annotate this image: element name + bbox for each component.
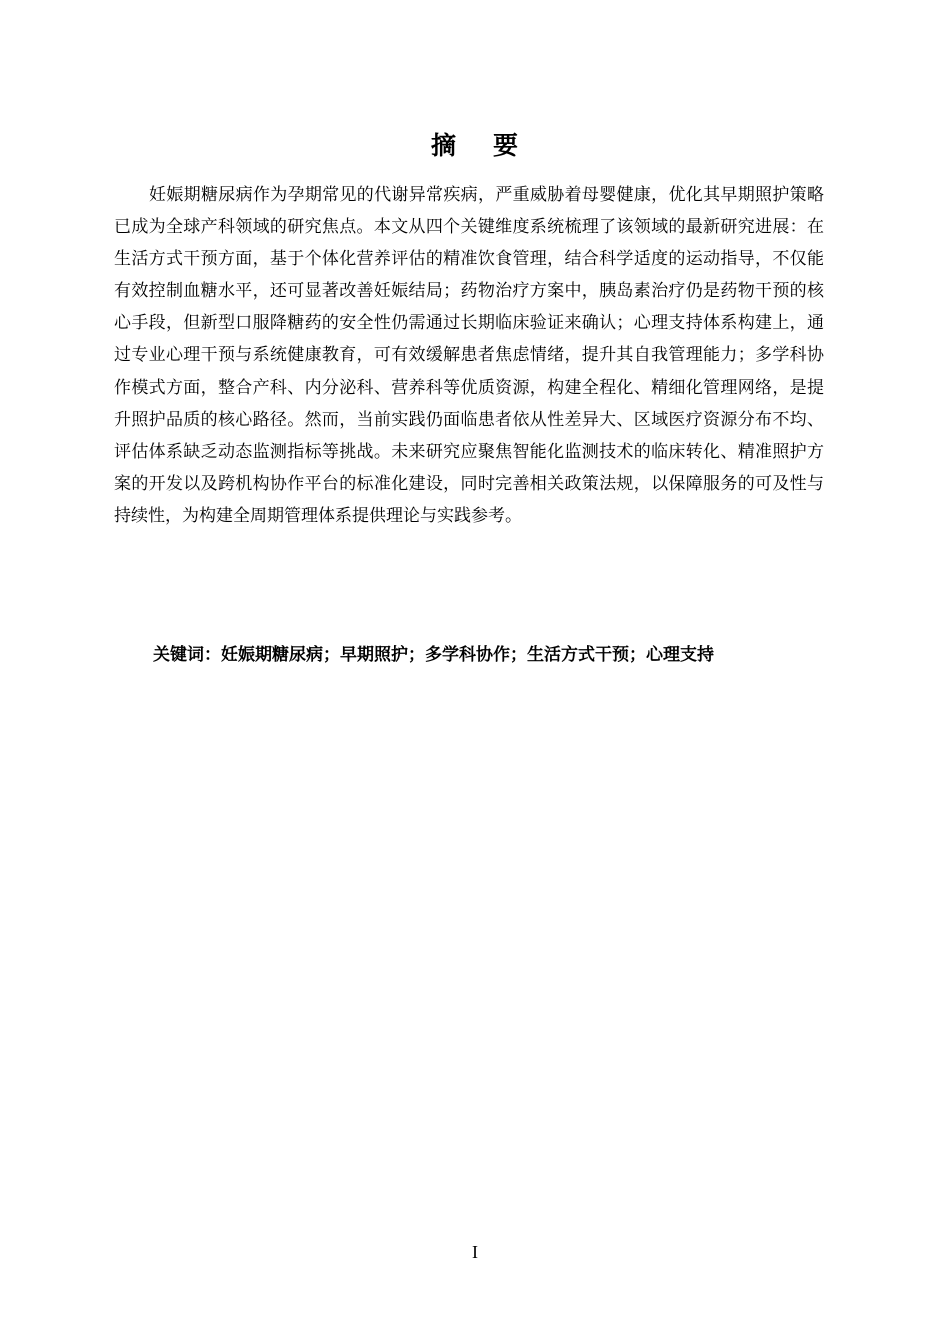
keywords-line: 关键词：妊娠期糖尿病；早期照护；多学科协作；生活方式干预；心理支持 <box>153 645 714 665</box>
abstract-heading-char-2: 要 <box>493 131 520 160</box>
page-number: I <box>472 1242 478 1262</box>
abstract-heading <box>0 129 950 163</box>
abstract-body: 妊娠期糖尿病作为孕期常见的代谢异常疾病，严重威胁着母婴健康，优化其早期照护策略已成为全球产科领域的研究焦点。本文从四个关键维度系统梳理了该领域的最新研究进展：在生活方式干预方面，基于个体化营养评估的精准饮食管理，结合科学适度的运动指导，不仅能有效控制血糖水平，还可显著改善妊娠结局；药物治疗方案中，胰岛素治疗仍是药物干预的核心手段，但新型口服降糖药的安全性仍需通过长期临床验证来确认；心理支持体系构建上，通过专业心理干预与系统健康教育，可有效缓解患者焦虑情绪，提升其自我管理能力；多学科协作模式方面，整合产科、内分泌科、营养科等优质资源，构建全程化、精细化管理网络，是提升照护品质的核心路径。然而，当前实践仍面临患者依从性差异大、区域医疗资源分布不均、评估体系缺乏动态监测指标等挑战。未来研究应聚焦智能化监测技术的临床转化、精准照护方案的开发以及跨机构协作平台的标准化建设，同时完善相关政策法规，以保障服务的可及性与持续性，为构建全周期管理体系提供理论与实践参考。 <box>114 185 824 526</box>
abstract-heading-char-1: 摘 <box>430 131 457 160</box>
